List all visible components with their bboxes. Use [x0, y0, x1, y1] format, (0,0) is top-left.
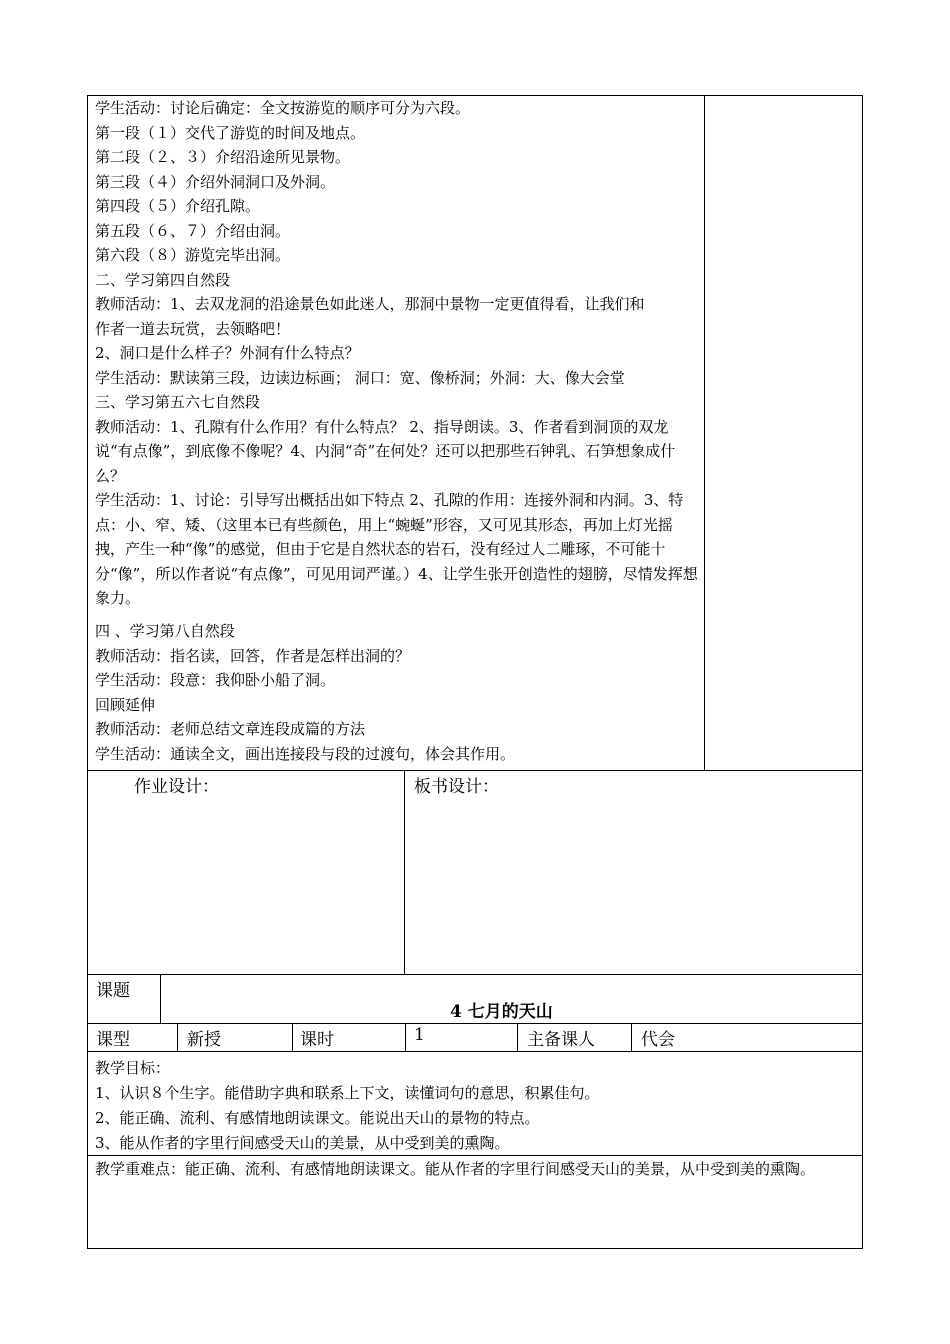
activity-line: 教师活动：指名读，回答，作者是怎样出洞的？: [95, 646, 411, 665]
activity-line: 学生活动：通读全文，画出连接段与段的过渡句，体会其作用。: [95, 744, 516, 763]
activities-column-divider: [704, 95, 705, 771]
info-divider: [292, 1023, 293, 1052]
lesson-hours-value: 1: [414, 1025, 425, 1045]
main-teacher-label: 主备课人: [527, 1030, 595, 1050]
activity-line: 教师活动：老师总结文章连段成篇的方法: [95, 720, 366, 738]
design-row-divider: [404, 770, 405, 975]
activity-line: 第一段（１）交代了游览的时间及地点。: [95, 123, 366, 142]
teaching-goals-label: 教学目标：: [95, 1059, 171, 1077]
lesson-title: 4 七月的天山: [450, 1002, 553, 1022]
section-heading: 二、学习第四自然段: [95, 270, 231, 289]
section-heading: 四 、学习第八自然段: [95, 622, 235, 640]
section-heading: 三、学习第五六七自然段: [95, 393, 261, 411]
homework-design-label: 作业设计：: [134, 777, 219, 797]
info-divider: [631, 1023, 632, 1052]
teaching-goal-item: 2、能正确、流利、有感情地朗读课文。能说出天山的景物的特点。: [95, 1109, 540, 1127]
teaching-goal-item: 3、能从作者的字里行间感受天山的美景，从中受到美的熏陶。: [95, 1134, 510, 1152]
activity-line: 学生活动：默读第三段，边读边标画； 洞口：宽、像桥洞；外洞：大、像大会堂: [95, 368, 625, 387]
activity-line: 作者一道去玩赏，去领略吧！: [95, 319, 291, 338]
teaching-goal-item: 1、认识８个生字。能借助字典和联系上下文，读懂词句的意思，积累佳句。: [95, 1084, 600, 1102]
key-points-text: 教学重难点：能正确、流利、有感情地朗读课文。能从作者的字里行间感受天山的美景，从中受到美的熏陶。: [95, 1160, 816, 1178]
info-divider: [517, 1023, 518, 1052]
lesson-type-value: 新授: [187, 1030, 221, 1050]
section-heading: 回顾延伸: [95, 695, 156, 714]
topic-label: 课题: [96, 981, 130, 1001]
design-row: [87, 770, 863, 975]
board-design-label: 板书设计：: [414, 777, 499, 797]
topic-label-divider: [160, 974, 161, 1024]
activity-line: 第四段（５）介绍孔隙。: [95, 197, 261, 215]
info-divider: [405, 1023, 406, 1052]
activity-line: 第六段（８）游览完毕出洞。: [95, 246, 291, 264]
activity-line: 第五段（６、７）介绍由洞。: [95, 221, 291, 240]
main-teacher-value: 代会: [641, 1030, 675, 1050]
activity-line: 教师活动：1、去双龙洞的沿途景色如此迷人，那洞中景物一定更值得看，让我们和: [95, 295, 645, 313]
activity-line: 学生活动：讨论后确定：全文按游览的顺序可分为六段。: [95, 99, 471, 117]
teacher-activity-paragraph: 教师活动：1、孔隙有什么作用？有什么特点？ 2、指导朗读。3、作者看到洞顶的双龙说“有点像”，到底像不像呢？4、内洞“奇”在何处？还可以把那些石钟乳、石笋想象成什么？: [95, 417, 676, 485]
activity-line: 2、洞口是什么样子？外洞有什么特点？: [95, 344, 360, 362]
lesson-type-label: 课型: [96, 1030, 130, 1050]
student-activity-paragraph: 学生活动：1、讨论：引导写出概括出如下特点 2、孔隙的作用：连接外洞和内洞。3、特点：小、窄、矮、（这里本已有些颜色，用上“蜿蜒”形容，又可见其形态，再加上灯光摇拽，产生一种“像”的感觉，但由于它是自然状态的岩石，没有经过人二雕琢，不可能十分“像”，所以作者说“有点像”，可见用词严谨。）4、让学生张开创造性的翅膀，尽情发挥想象力。: [95, 491, 698, 607]
info-divider: [177, 1023, 178, 1052]
activity-line: 第二段（２、３）介绍沿途所见景物。: [95, 148, 351, 166]
activity-line: 学生活动：段意：我仰卧小船了洞。: [95, 671, 336, 689]
lesson-hours-label: 课时: [300, 1030, 334, 1050]
activity-line: 第三段（４）介绍外洞洞口及外洞。: [95, 172, 336, 191]
